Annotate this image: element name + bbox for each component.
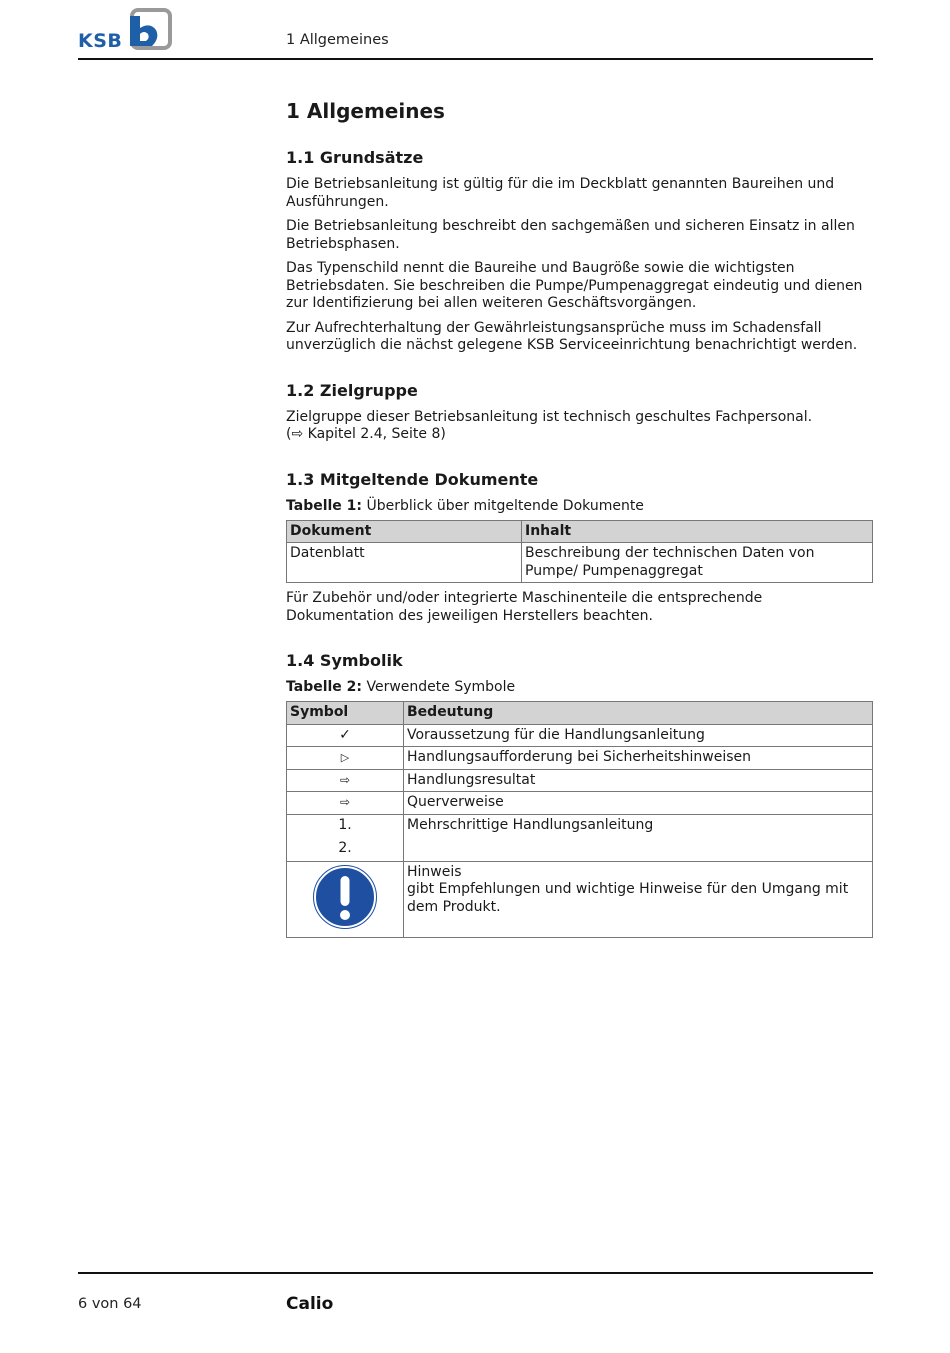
paragraph: Das Typenschild nennt die Baureihe und Baugröße sowie die wichtigsten Betriebsdaten. Sie beschreiben die Pumpe/Pumpenaggregat eindeutig und dienen zur Identifizierung bei allen weiteren Geschäftsvorgängen. <box>286 260 863 311</box>
chapter-title: 1 Allgemeines <box>286 99 445 123</box>
section-mitgeltende-dokumente <box>286 470 873 626</box>
notice-title: Hinweis <box>407 863 462 880</box>
symbols-table <box>286 701 873 938</box>
table-cell-meaning: Voraussetzung für die Handlungsanleitung <box>404 724 873 747</box>
mandatory-notice-icon <box>312 864 378 930</box>
table-caption <box>286 679 873 696</box>
table-cell-meaning: Querverweise <box>404 792 873 815</box>
step-number: 1. <box>338 816 352 833</box>
triangle-right-icon: ▷ <box>287 747 404 770</box>
notice-symbol-cell <box>287 861 404 938</box>
table-caption-text: Verwendete Symbole <box>362 679 516 695</box>
arrow-right-icon: ⇨ <box>287 769 404 792</box>
section-heading: 1.3 Mitgeltende Dokumente <box>286 469 539 489</box>
section-heading: 1.4 Symbolik <box>286 651 403 670</box>
logo-text: KSB <box>78 30 123 52</box>
paragraph <box>286 409 873 444</box>
arrow-right-icon: ⇨ <box>287 792 404 815</box>
paragraph: Für Zubehör und/oder integrierte Maschinenteile die entsprechende Dokumentation des jeweiligen Herstellers beachten. <box>286 590 763 624</box>
paragraph: Zur Aufrechterhaltung der Gewährleistungsansprüche muss im Schadensfall unverzüglich die nächst gelegene KSB Serviceeinrichtung benachrichtigt werden. <box>286 319 858 353</box>
section-symbolik <box>286 651 873 938</box>
ksb-logo-mark <box>126 8 174 52</box>
ksb-logo <box>78 8 174 52</box>
table-caption <box>286 498 873 515</box>
table-caption-text: Überblick über mitgeltende Dokumente <box>362 497 644 514</box>
table-row <box>287 861 873 938</box>
table-row <box>287 792 873 815</box>
table-header-row <box>287 702 873 725</box>
table-cell-meaning: Handlungsaufforderung bei Sicherheitshinweisen <box>404 747 873 770</box>
table-row <box>287 769 873 792</box>
column-header-inhalt: Inhalt <box>522 520 873 543</box>
table-cell-content: Beschreibung der technischen Daten von Pumpe/ Pumpenaggregat <box>522 543 873 583</box>
table-header-row <box>287 520 873 543</box>
table-cell-meaning: Handlungsresultat <box>404 769 873 792</box>
table-row <box>287 814 873 861</box>
table-cell-document: Datenblatt <box>287 543 522 583</box>
column-header-dokument: Dokument <box>287 520 522 543</box>
paragraph: Die Betriebsanleitung beschreibt den sachgemäßen und sicheren Einsatz in allen Betriebsphasen. <box>286 218 855 252</box>
footer-rule <box>78 1272 873 1274</box>
product-name: Calio <box>286 1294 334 1314</box>
column-header-symbol: Symbol <box>287 702 404 725</box>
header-title: 1 Allgemeines <box>286 32 389 48</box>
table-caption-label: Tabelle 1: <box>286 497 363 514</box>
section-heading: 1.1 Grundsätze <box>286 148 424 167</box>
section-zielgruppe <box>286 381 873 444</box>
column-header-bedeutung: Bedeutung <box>404 702 873 725</box>
table-caption-label: Tabelle 2: <box>286 679 363 695</box>
section-heading: 1.2 Zielgruppe <box>286 380 418 400</box>
table-cell-meaning: Mehrschrittige Handlungsanleitung <box>404 814 873 861</box>
checkmark-icon: ✓ <box>287 724 404 747</box>
paragraph-text: Zielgruppe dieser Betriebsanleitung ist technisch geschultes Fachpersonal. <box>286 408 813 425</box>
table-cell-meaning <box>404 861 873 938</box>
table-row <box>287 543 873 583</box>
table-row <box>287 724 873 747</box>
section-grundsaetze <box>286 148 873 355</box>
cross-reference-link[interactable]: (⇨ Kapitel 2.4, Seite 8) <box>286 426 446 442</box>
notice-text: gibt Empfehlungen und wichtige Hinweise für den Umgang mit dem Produkt. <box>407 881 849 915</box>
step-numbers <box>287 814 404 861</box>
header-rule <box>78 58 873 60</box>
page-number: 6 von 64 <box>78 1296 142 1312</box>
page-content <box>286 98 873 964</box>
documents-table <box>286 520 873 584</box>
step-number: 2. <box>338 840 352 856</box>
paragraph: Die Betriebsanleitung ist gültig für die im Deckblatt genannten Baureihen und Ausführungen. <box>286 176 835 210</box>
table-row <box>287 747 873 770</box>
